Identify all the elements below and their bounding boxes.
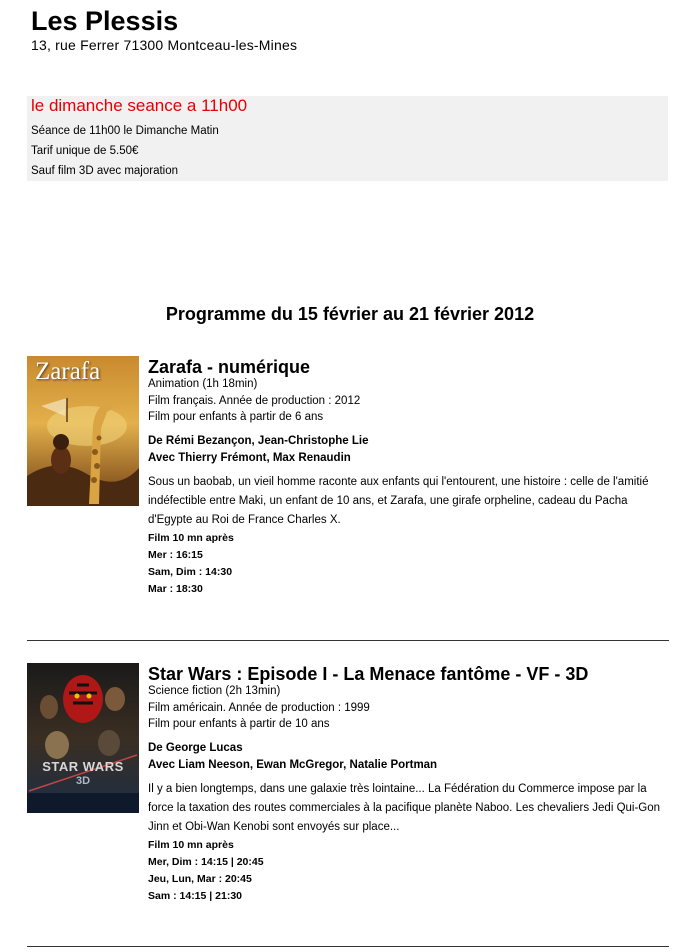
- film-synopsis: Il y a bien longtemps, dans une galaxie très lointaine... La Fédération du Commerce impose par la force la taxation des routes commerciales à la pacifique planète Naboo. Les chevaliers Jedi Qui-Gon Jinn et Obi-Wan Kenobi sont envoyés sur place...: [148, 783, 661, 833]
- notice-line: Sauf film 3D avec majoration: [31, 165, 179, 177]
- film-age-rating: Film pour enfants à partir de 10 ans: [148, 718, 330, 730]
- session-time: Mer : 16:15: [148, 549, 203, 561]
- film-poster-star-wars[interactable]: [27, 663, 139, 813]
- notice-line: Séance de 11h00 le Dimanche Matin: [31, 125, 219, 137]
- sunday-notice-box: [27, 96, 668, 181]
- star-wars-poster-image: [27, 663, 139, 813]
- film-separator: [27, 640, 669, 641]
- cinema-address: 13, rue Ferrer 71300 Montceau-les-Mines: [31, 37, 298, 53]
- film-title[interactable]: Star Wars : Episode I - La Menace fantôme - VF - 3D: [148, 664, 589, 684]
- film-director: De Rémi Bezançon, Jean-Christophe Lie: [148, 435, 369, 447]
- film-separator: [27, 946, 669, 947]
- session-time: Mer, Dim : 14:15 | 20:45: [148, 856, 264, 868]
- notice-line: Tarif unique de 5.50€: [31, 145, 139, 157]
- cinema-name: Les Plessis: [31, 6, 179, 36]
- session-time: Sam : 14:15 | 21:30: [148, 890, 242, 902]
- film-origin: Film américain. Année de production : 1999: [148, 701, 370, 714]
- session-note: Film 10 mn après: [148, 839, 234, 851]
- film-cast: Avec Liam Neeson, Ewan McGregor, Natalie Portman: [148, 758, 438, 771]
- film-title[interactable]: Zarafa - numérique: [148, 357, 311, 377]
- poster-3d-label: 3D: [75, 775, 91, 787]
- session-time: Sam, Dim : 14:30: [148, 566, 233, 578]
- poster-title-text: Zarafa: [35, 358, 101, 385]
- session-note: Film 10 mn après: [148, 532, 234, 544]
- film-origin: Film français. Année de production : 2012: [148, 394, 361, 407]
- film-entry-star-wars: [27, 663, 669, 913]
- film-age-rating: Film pour enfants à partir de 6 ans: [148, 411, 324, 423]
- poster-title-text: STAR WARS: [42, 759, 124, 774]
- session-time: Mar : 18:30: [148, 583, 203, 595]
- film-poster-zarafa[interactable]: [27, 356, 139, 506]
- film-genre: Science fiction (2h 13min): [148, 685, 281, 697]
- session-time: Jeu, Lun, Mar : 20:45: [148, 873, 252, 885]
- film-genre: Animation (1h 18min): [148, 378, 258, 390]
- notice-title: le dimanche seance a 11h00: [31, 96, 248, 115]
- film-entry-zarafa: [27, 356, 669, 606]
- program-heading: Programme du 15 février au 21 février 2012: [165, 304, 535, 324]
- film-director: De George Lucas: [148, 742, 243, 754]
- film-synopsis: Sous un baobab, un vieil homme raconte aux enfants qui l'entourent, une histoire : celle de l'amitié indéfectible entre Maki, un enfant de 10 ans, et Zarafa, une girafe orpheline, cadeau du Pacha d'Egypte au Roi de France Charles X.: [148, 476, 649, 526]
- film-cast: Avec Thierry Frémont, Max Renaudin: [148, 451, 351, 464]
